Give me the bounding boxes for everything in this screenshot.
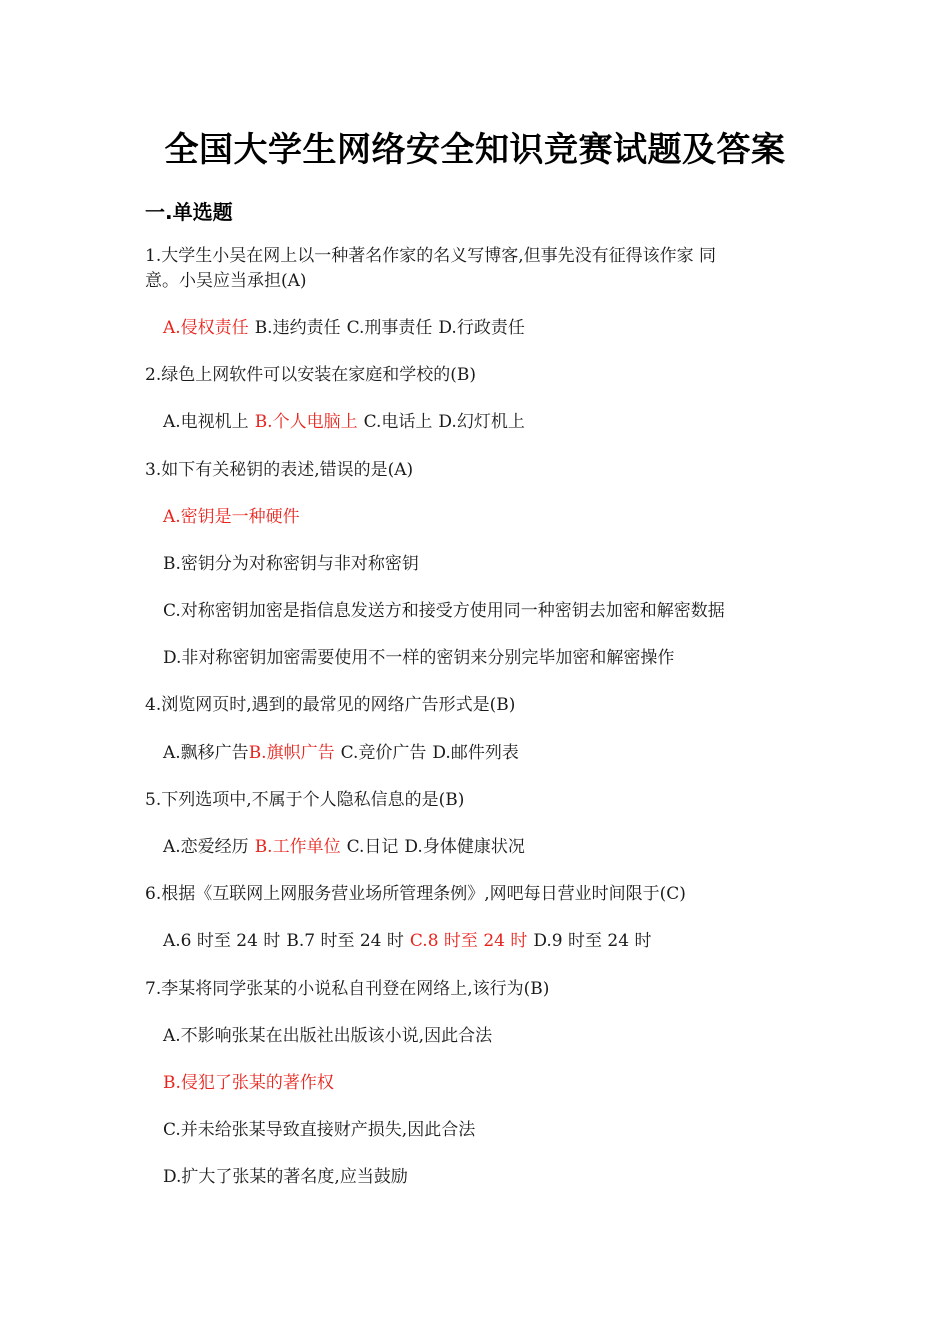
option-a: A.侵权责任 [163, 318, 249, 338]
option-b: B.7 时至 24 时 [286, 931, 404, 951]
option-d: D.9 时至 24 时 [533, 931, 652, 951]
option-b: B.旗帜广告 [248, 743, 335, 763]
option-b: B.密钥分为对称密钥与非对称密钥 [163, 554, 419, 574]
option-a: A.恋爱经历 [163, 837, 249, 857]
option-d: D.扩大了张某的著名度,应当鼓励 [163, 1167, 408, 1187]
question-3: 3.如下有关秘钥的表述,错误的是(A) [145, 460, 414, 480]
option-a: A.6 时至 24 时 [163, 931, 281, 951]
option-b: B.侵犯了张某的著作权 [163, 1073, 334, 1093]
question-7: 7.李某将同学张某的小说私自刊登在网络上,该行为(B) [145, 979, 550, 999]
option-d: D.非对称密钥加密需要使用不一样的密钥来分别完毕加密和解密操作 [163, 648, 675, 668]
option-c: C.日记 [346, 837, 399, 857]
option-d: D.邮件列表 [432, 743, 519, 763]
question-6: 6.根据《互联网上网服务营业场所管理条例》,网吧每日营业时间限于(C) [145, 884, 686, 904]
option-b: B.个人电脑上 [254, 412, 358, 432]
option-d: D.行政责任 [438, 318, 525, 338]
question-5-options [163, 834, 525, 860]
option-c: C.8 时至 24 时 [409, 931, 528, 951]
section-heading: 一.单选题 [145, 200, 233, 224]
question-4: 4.浏览网页时,遇到的最常见的网络广告形式是(B) [145, 695, 516, 715]
question-1-options [163, 315, 525, 341]
option-b: B.工作单位 [254, 837, 341, 857]
question-2-options [163, 409, 525, 435]
page-title: 全国大学生网络安全知识竞赛试题及答案 [164, 130, 786, 170]
option-a: A.飘移广告 [163, 743, 249, 763]
option-a: A.不影响张某在出版社出版该小说,因此合法 [163, 1026, 493, 1046]
question-1: 1.大学生小吴在网上以一种著名作家的名义写博客,但事先没有征得该作家 同 [145, 246, 717, 266]
question-6-options [163, 928, 651, 954]
question-4-options [163, 740, 519, 766]
option-b: B.违约责任 [254, 318, 341, 338]
option-c: C.刑事责任 [346, 318, 433, 338]
question-2: 2.绿色上网软件可以安装在家庭和学校的(B) [145, 365, 476, 385]
option-d: D.幻灯机上 [438, 412, 525, 432]
option-a: A.电视机上 [163, 412, 249, 432]
question-1-cont: 意。小吴应当承担(A) [145, 271, 307, 291]
option-d: D.身体健康状况 [404, 837, 525, 857]
option-c: C.对称密钥加密是指信息发送方和接受方使用同一种密钥去加密和解密数据 [163, 601, 725, 621]
question-5: 5.下列选项中,不属于个人隐私信息的是(B) [145, 790, 465, 810]
option-a: A.密钥是一种硬件 [163, 507, 300, 527]
option-c: C.并未给张某导致直接财产损失,因此合法 [163, 1120, 476, 1140]
option-c: C.电话上 [363, 412, 433, 432]
option-c: C.竞价广告 [340, 743, 427, 763]
